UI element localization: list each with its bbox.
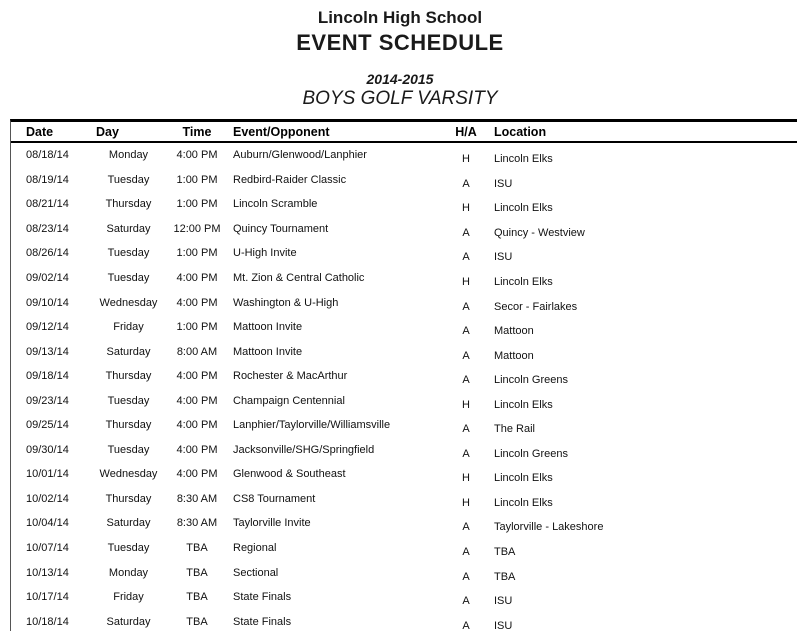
cell-time: 4:00 PM xyxy=(176,468,218,481)
cell-day: Thursday xyxy=(105,198,152,211)
cell-time: 1:00 PM xyxy=(176,321,218,334)
cell-time: 4:00 PM xyxy=(176,370,218,383)
cell-time: 12:00 PM xyxy=(173,222,221,235)
cell-event: Lanphier/Taylorville/Williamsville xyxy=(233,419,391,432)
cell-ha: A xyxy=(462,570,470,583)
cell-ha: H xyxy=(462,496,470,509)
cell-day: Monday xyxy=(108,566,149,579)
cell-location: Mattoon xyxy=(494,325,534,338)
cell-date: 09/12/14 xyxy=(26,321,69,334)
column-header-ha: H/A xyxy=(455,124,477,139)
cell-time: TBA xyxy=(186,566,208,579)
cell-time: 1:00 PM xyxy=(176,198,218,211)
cell-location: The Rail xyxy=(494,423,535,436)
cell-time: TBA xyxy=(186,542,208,555)
cell-event: Rochester & MacArthur xyxy=(233,370,348,383)
team-label: BOYS GOLF VARSITY xyxy=(302,88,498,109)
cell-location: ISU xyxy=(494,619,513,631)
cell-date: 08/23/14 xyxy=(26,222,69,235)
cell-location: ISU xyxy=(494,177,513,190)
table-row xyxy=(11,364,797,389)
cell-time: 4:00 PM xyxy=(176,296,218,309)
cell-time: 8:30 AM xyxy=(176,517,218,530)
cell-ha: A xyxy=(462,374,470,387)
cell-location: Lincoln Elks xyxy=(494,153,553,166)
column-header-time: Time xyxy=(182,124,212,139)
cell-date: 09/25/14 xyxy=(26,419,69,432)
cell-time: 4:00 PM xyxy=(176,443,218,456)
cell-event: Mt. Zion & Central Catholic xyxy=(233,272,365,284)
cell-time: 8:30 AM xyxy=(176,492,218,505)
table-row xyxy=(11,217,797,242)
cell-location: ISU xyxy=(494,251,513,264)
cell-ha: H xyxy=(462,398,470,411)
cell-ha: A xyxy=(462,226,470,239)
cell-event: Lincoln Scramble xyxy=(233,198,318,211)
cell-day: Thursday xyxy=(105,419,152,432)
column-header-date: Date xyxy=(26,124,54,139)
cell-location: Lincoln Elks xyxy=(494,276,553,288)
cell-location: Lincoln Greens xyxy=(494,374,568,387)
cell-location: Lincoln Elks xyxy=(494,398,553,411)
cell-event: Taylorville Invite xyxy=(233,517,311,530)
cell-day: Saturday xyxy=(106,615,151,628)
cell-event: Champaign Centennial xyxy=(233,394,345,407)
cell-time: 4:00 PM xyxy=(176,394,218,407)
cell-time: 8:00 AM xyxy=(176,345,218,358)
school-name: Lincoln High School xyxy=(317,8,483,27)
cell-ha: A xyxy=(462,447,470,460)
table-row xyxy=(11,192,797,217)
cell-ha: A xyxy=(462,177,470,190)
cell-event: Mattoon Invite xyxy=(233,321,303,334)
table-row xyxy=(11,609,797,631)
cell-day: Tuesday xyxy=(107,247,150,260)
cell-date: 09/10/14 xyxy=(26,296,69,309)
cell-date: 10/02/14 xyxy=(26,492,69,505)
cell-day: Thursday xyxy=(105,492,152,505)
cell-event: Jacksonville/SHG/Springfield xyxy=(233,443,375,456)
table-row xyxy=(11,438,797,463)
cell-ha: A xyxy=(462,349,470,362)
cell-location: Quincy - Westview xyxy=(494,226,585,239)
cell-event: Quincy Tournament xyxy=(233,222,329,235)
cell-ha: A xyxy=(462,300,470,313)
cell-ha: A xyxy=(462,521,470,534)
table-row xyxy=(11,315,797,340)
cell-event: CS8 Tournament xyxy=(233,492,316,505)
cell-day: Wednesday xyxy=(99,296,158,309)
cell-day: Tuesday xyxy=(107,272,150,284)
schedule-body xyxy=(11,143,797,631)
cell-date: 10/17/14 xyxy=(26,591,69,604)
cell-day: Friday xyxy=(113,591,144,604)
cell-date: 08/26/14 xyxy=(26,247,69,260)
cell-location: Lincoln Elks xyxy=(494,496,553,509)
cell-location: Secor - Fairlakes xyxy=(494,300,578,313)
table-row xyxy=(11,266,797,291)
cell-date: 08/19/14 xyxy=(26,173,69,186)
table-row xyxy=(11,413,797,438)
cell-location: ISU xyxy=(494,595,513,608)
cell-ha: A xyxy=(462,251,470,264)
table-row xyxy=(11,290,797,315)
cell-day: Thursday xyxy=(105,370,152,383)
document-title: EVENT SCHEDULE xyxy=(296,30,504,55)
table-row xyxy=(11,462,797,487)
cell-location: Lincoln Elks xyxy=(494,472,553,485)
cell-day: Tuesday xyxy=(107,542,150,555)
document-header xyxy=(0,0,800,110)
cell-date: 10/13/14 xyxy=(26,566,69,579)
cell-time: 4:00 PM xyxy=(176,272,218,284)
cell-date: 08/18/14 xyxy=(26,149,69,162)
cell-event: Sectional xyxy=(233,566,279,579)
cell-location: TBA xyxy=(494,570,516,583)
cell-day: Wednesday xyxy=(99,468,158,481)
table-row xyxy=(11,339,797,364)
cell-event: Washington & U-High xyxy=(233,296,339,309)
table-row xyxy=(11,560,797,585)
column-header-event: Event/Opponent xyxy=(233,124,330,139)
cell-ha: A xyxy=(462,423,470,436)
table-row xyxy=(11,388,797,413)
cell-event: Redbird-Raider Classic xyxy=(233,173,347,186)
cell-ha: H xyxy=(462,202,470,215)
cell-date: 10/04/14 xyxy=(26,517,69,530)
cell-day: Friday xyxy=(113,321,144,334)
cell-time: 4:00 PM xyxy=(176,149,218,162)
cell-ha: A xyxy=(462,619,470,631)
cell-event: State Finals xyxy=(233,615,292,628)
season-label: 2014-2015 xyxy=(366,71,434,87)
cell-time: TBA xyxy=(186,615,208,628)
cell-event: Glenwood & Southeast xyxy=(233,468,346,481)
table-row xyxy=(11,536,797,561)
cell-day: Saturday xyxy=(106,222,151,235)
table-row xyxy=(11,511,797,536)
table-row xyxy=(11,585,797,610)
table-row xyxy=(11,168,797,193)
cell-date: 09/18/14 xyxy=(26,370,69,383)
table-row xyxy=(11,487,797,512)
cell-ha: A xyxy=(462,546,470,559)
cell-date: 08/21/14 xyxy=(26,198,69,211)
cell-ha: H xyxy=(462,153,470,166)
cell-location: Lincoln Elks xyxy=(494,202,553,215)
cell-date: 09/02/14 xyxy=(26,272,69,284)
cell-date: 10/07/14 xyxy=(26,542,69,555)
cell-ha: A xyxy=(462,595,470,608)
cell-time: TBA xyxy=(186,591,208,604)
cell-time: 1:00 PM xyxy=(176,173,218,186)
cell-date: 09/23/14 xyxy=(26,394,69,407)
column-header-location: Location xyxy=(494,124,547,139)
cell-day: Tuesday xyxy=(107,394,150,407)
cell-day: Tuesday xyxy=(107,173,150,186)
cell-time: 4:00 PM xyxy=(176,419,218,432)
cell-location: TBA xyxy=(494,546,516,559)
schedule-table xyxy=(10,119,797,631)
cell-day: Saturday xyxy=(106,517,151,530)
column-header-day: Day xyxy=(96,124,119,139)
cell-event: Auburn/Glenwood/Lanphier xyxy=(233,149,367,162)
cell-location: Mattoon xyxy=(494,349,534,362)
cell-location: Taylorville - Lakeshore xyxy=(494,521,604,534)
table-row xyxy=(11,241,797,266)
cell-time: 1:00 PM xyxy=(176,247,218,260)
cell-date: 09/13/14 xyxy=(26,345,69,358)
cell-date: 09/30/14 xyxy=(26,443,69,456)
cell-ha: A xyxy=(462,325,470,338)
cell-location: Lincoln Greens xyxy=(494,447,568,460)
cell-ha: H xyxy=(462,472,470,485)
cell-date: 10/01/14 xyxy=(26,468,69,481)
cell-day: Saturday xyxy=(106,345,151,358)
cell-event: U-High Invite xyxy=(233,247,297,260)
cell-day: Monday xyxy=(108,149,149,162)
table-header-row xyxy=(11,122,797,143)
cell-event: State Finals xyxy=(233,591,292,604)
cell-event: Regional xyxy=(233,542,277,555)
cell-ha: H xyxy=(462,276,470,288)
cell-event: Mattoon Invite xyxy=(233,345,303,358)
table-row xyxy=(11,143,797,168)
cell-day: Tuesday xyxy=(107,443,150,456)
cell-date: 10/18/14 xyxy=(26,615,69,628)
